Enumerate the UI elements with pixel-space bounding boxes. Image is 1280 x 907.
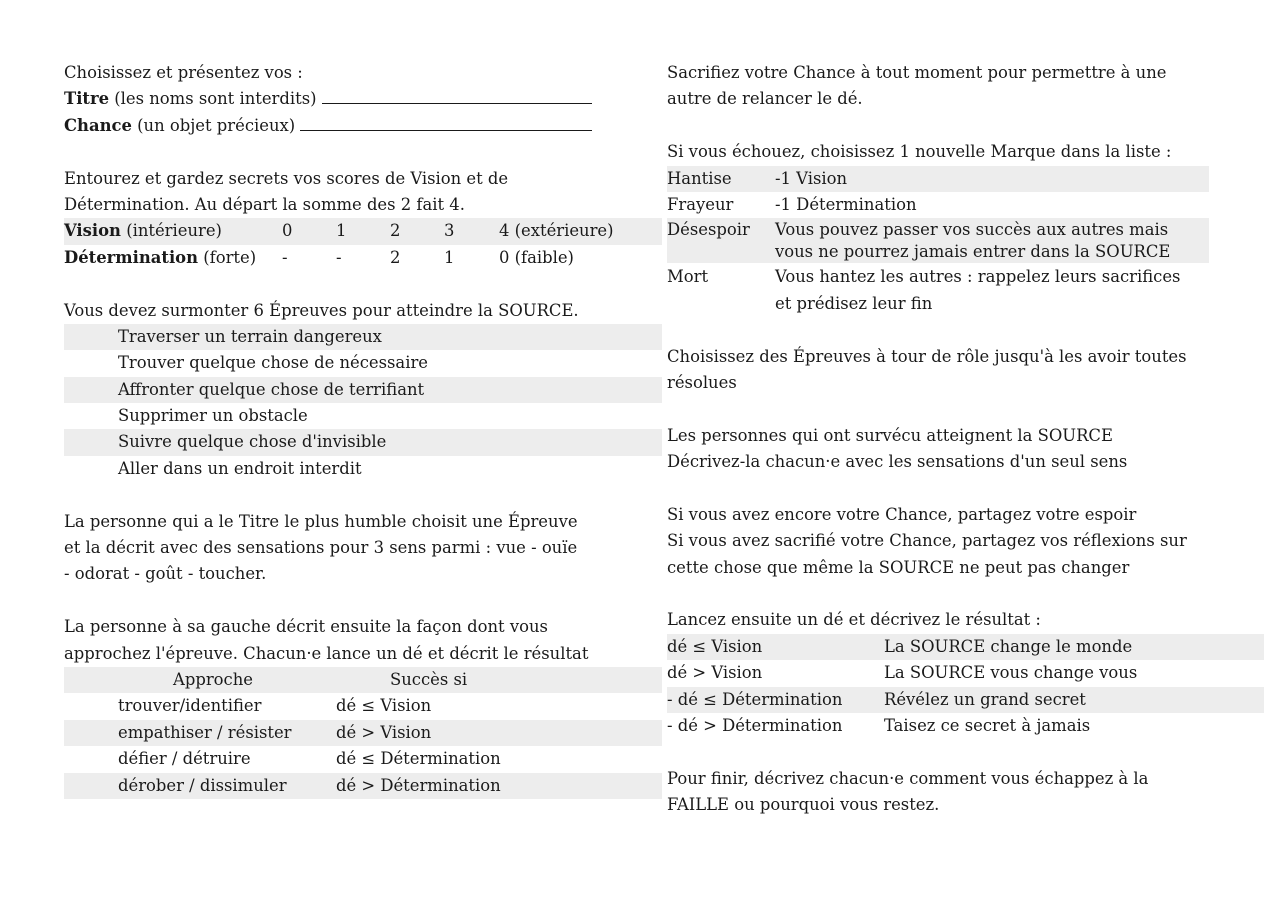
determination-label: Détermination [64, 247, 199, 267]
table-row: défier / détruire dé ≤ Détermination [118, 749, 501, 769]
espoir-text-1: Si vous avez encore votre Chance, partagez votre espoir [667, 504, 1137, 524]
scores-text-1: Entourez et gardez secrets vos scores de Vision et de [64, 168, 509, 188]
humble-text-1: La personne qui a le Titre le plus humble choisit une Épreuve [64, 511, 578, 531]
table-row: dérober / dissimuler dé > Détermination [64, 773, 662, 799]
epreuves-intro: Vous devez surmonter 6 Épreuves pour atteindre la SOURCE. [64, 300, 579, 320]
vision-score-2[interactable]: 2 [390, 221, 401, 241]
vision-score-4[interactable]: 4 (extérieure) [499, 221, 614, 241]
table-row: Frayeur -1 Détermination [667, 194, 917, 214]
vision-label: Vision [64, 221, 121, 241]
chance-label: Chance [64, 115, 132, 135]
left-column [64, 60, 662, 799]
list-item: Suivre quelque chose d'invisible [64, 429, 662, 455]
table-row: Mort Vous hantez les autres : rappelez leurs sacrifices [667, 267, 1181, 287]
table-row: - dé > Détermination Taisez ce secret à jamais [667, 715, 1091, 735]
intro-text: Choisissez et présentez vos : [64, 63, 303, 82]
humble-text-3: - odorat - goût - toucher. [64, 564, 267, 584]
table-row: Désespoir Vous pouvez passer vos succès aux autres mais vous ne pourrez jamais entrer dans la SOURCE [667, 218, 1209, 263]
survivants-text-1: Les personnes qui ont survécu atteignent la SOURCE [667, 425, 1113, 445]
list-item: Affronter quelque chose de terrifiant [64, 377, 662, 403]
list-item: Trouver quelque chose de nécessaire [118, 353, 428, 373]
determination-score-0[interactable]: - [282, 247, 288, 267]
vision-score-1[interactable]: 1 [336, 221, 347, 241]
sacrifice-text-1: Sacrifiez votre Chance à tout moment pour permettre à une [667, 63, 1167, 82]
table-row: Hantise -1 Vision [667, 166, 1209, 192]
list-item: Traverser un terrain dangereux [64, 324, 662, 350]
fin-text-1: Pour finir, décrivez chacun·e comment vous échappez à la [667, 768, 1149, 788]
vision-row [64, 218, 662, 244]
table-row: dé > Vision La SOURCE vous change vous [667, 663, 1138, 683]
marques-table [667, 166, 1209, 318]
list-item: Aller dans un endroit interdit [118, 458, 362, 478]
echec-intro: Si vous échouez, choisissez 1 nouvelle Marque dans la liste : [667, 142, 1172, 162]
determination-score-3[interactable]: 1 [444, 247, 455, 267]
table-row: - dé ≤ Détermination Révélez un grand secret [667, 687, 1264, 713]
tour-text-2: résolues [667, 372, 737, 392]
lancez-intro: Lancez ensuite un dé et décrivez le résultat : [667, 610, 1041, 630]
vision-score-0[interactable]: 0 [282, 221, 293, 241]
vision-score-3[interactable]: 3 [444, 221, 455, 241]
gauche-text-1: La personne à sa gauche décrit ensuite la façon dont vous [64, 617, 548, 637]
survivants-text-2: Décrivez-la chacun·e avec les sensations d'un seul sens [667, 452, 1128, 472]
determination-hint: (forte) [203, 247, 257, 267]
succes-header-label: Succès si [390, 669, 468, 689]
chance-line [64, 113, 662, 139]
tour-text-1: Choisissez des Épreuves à tour de rôle jusqu'à les avoir toutes [667, 346, 1187, 366]
right-column [667, 60, 1264, 819]
determination-row [64, 245, 662, 271]
list-item: Supprimer un obstacle [118, 406, 308, 426]
titre-label: Titre [64, 89, 110, 109]
determination-score-2[interactable]: 2 [390, 247, 401, 267]
sacrifice-text-2: autre de relancer le dé. [667, 89, 863, 109]
determination-score-4[interactable]: 0 (faible) [499, 247, 574, 267]
chance-blank[interactable] [300, 115, 592, 131]
scores-text-2: Détermination. Au départ la somme des 2 fait 4. [64, 194, 465, 214]
approche-header [64, 667, 662, 693]
approche-header-label: Approche [173, 669, 253, 689]
vision-hint: (intérieure) [126, 221, 222, 241]
table-row: dé ≤ Vision La SOURCE change le monde [667, 634, 1264, 660]
espoir-text-3: cette chose que même la SOURCE ne peut pas changer [667, 557, 1130, 577]
table-row: trouver/identifier dé ≤ Vision [118, 696, 432, 716]
titre-hint: (les noms sont interdits) [114, 89, 317, 109]
titre-line [64, 86, 662, 112]
fin-text-2: FAILLE ou pourquoi vous restez. [667, 795, 940, 815]
chance-hint: (un objet précieux) [137, 115, 296, 135]
table-row-continued: et prédisez leur fin [775, 293, 933, 313]
espoir-text-2: Si vous avez sacrifié votre Chance, partagez vos réflexions sur [667, 531, 1187, 551]
titre-blank[interactable] [322, 88, 592, 104]
table-row: empathiser / résister dé > Vision [64, 720, 662, 746]
determination-score-1[interactable]: - [336, 247, 342, 267]
humble-text-2: et la décrit avec des sensations pour 3 sens parmi : vue - ouïe [64, 538, 578, 558]
gauche-text-2: approchez l'épreuve. Chacun·e lance un dé et décrit le résultat [64, 643, 589, 663]
